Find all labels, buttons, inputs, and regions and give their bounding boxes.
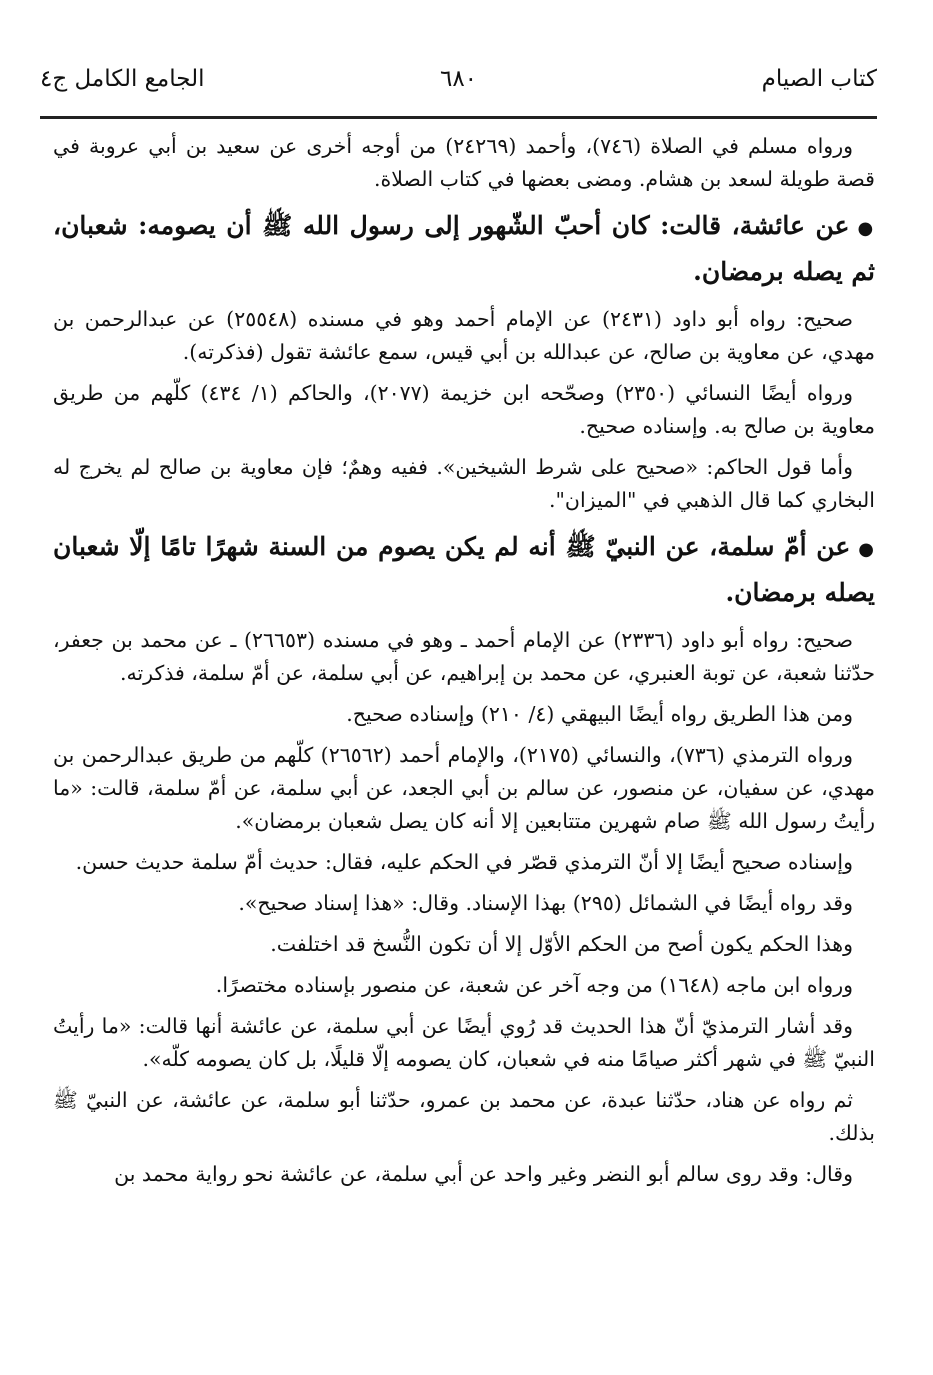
page-body [53,130,875,1199]
commentary-paragraph: صحيح: رواه أبو داود (٢٤٣١) عن الإمام أحمد وهو في مسنده (٢٥٥٤٨) عن عبدالرحمن بن مهدي، عن معاوية بن صالح، عن عبدالله بن أبي قيس، سمع عائشة تقول (فذكرته). [53,307,875,364]
page-number: ٦٨٠ [439,66,478,92]
bullet-icon: ● [858,539,875,560]
commentary-paragraph: ورواه ابن ماجه (١٦٤٨) من وجه آخر عن شعبة، عن منصور بإسناده مختصرًا. [215,973,853,997]
hadith-text [53,204,875,293]
commentary-paragraph: ثم رواه عن هناد، حدّثنا عبدة، عن محمد بن عمرو، حدّثنا أبو سلمة، عن عائشة، عن النبيّ ﷺ بذلك. [53,1088,875,1145]
header-rule [40,116,877,119]
volume-title: الجامع الكامل ج٤ [40,66,205,92]
commentary-paragraph: وقد رواه أيضًا في الشمائل (٢٩٥) بهذا الإسناد. وقال: «هذا إسناد صحيح». [238,891,853,915]
hadith-content: عن أمّ سلمة، عن النبيّ ﷺ أنه لم يكن يصوم من السنة شهرًا تامًا إلّا شعبان يصله برمضان. [53,532,875,607]
commentary-paragraph: ورواه مسلم في الصلاة (٧٤٦)، وأحمد (٢٤٢٦٩) من أوجه أخرى عن سعيد بن أبي عروبة في قصة طويلة لسعد بن هشام. ومضى بعضها في كتاب الصلاة. [53,134,875,191]
commentary-paragraph: وقد أشار الترمذيّ أنّ هذا الحديث قد رُوي أيضًا عن أبي سلمة، عن عائشة أنها قالت: «ما رأيتُ النبيّ ﷺ في شهر أكثر صيامًا منه في شعبان، كان يصومه إلّا قليلًا، بل كان يصومه كلّه». [53,1014,875,1071]
hadith-text [53,525,875,614]
page-header [40,66,877,108]
commentary-paragraph: وهذا الحكم يكون أصح من الحكم الأوّل إلا أن تكون النُّسخ قد اختلفت. [270,932,853,956]
commentary-paragraph: وقال: وقد روى سالم أبو النضر وغير واحد عن أبي سلمة، عن عائشة نحو رواية محمد بن [114,1162,853,1186]
commentary-paragraph: وإسناده صحيح أيضًا إلا أنّ الترمذي قصّر في الحكم عليه، فقال: حديث أمّ سلمة حديث حسن. [75,850,853,874]
commentary-paragraph: ورواه أيضًا النسائي (٢٣٥٠) وصحّحه ابن خزيمة (٢٠٧٧)، والحاكم (١/ ٤٣٤) كلّهم من طريق معاوية بن صالح به. وإسناده صحيح. [53,381,875,438]
bullet-icon: ● [857,218,875,239]
hadith-content: عن عائشة، قالت: كان أحبّ الشّهور إلى رسول الله ﷺ أن يصومه: شعبان، ثم يصله برمضان. [53,211,875,286]
commentary-paragraph: وأما قول الحاكم: «صحيح على شرط الشيخين». ففيه وهمٌ؛ فإن معاوية بن صالح لم يخرج له البخاري كما قال الذهبي في "الميزان". [53,455,875,512]
chapter-title: كتاب الصيام [761,66,877,92]
commentary-paragraph: ومن هذا الطريق رواه أيضًا البيهقي (٤/ ٢١٠) وإسناده صحيح. [346,702,853,726]
commentary-paragraph: ورواه الترمذي (٧٣٦)، والنسائي (٢١٧٥)، والإمام أحمد (٢٦٥٦٢) كلّهم من طريق عبدالرحمن بن مهدي، عن سفيان، عن منصور، عن سالم بن أبي الجعد، عن أبي سلمة، عن أمّ سلمة، قالت: «ما رأيتُ رسول الله ﷺ صام شهرين متتابعين إلا أنه كان يصل شعبان برمضان». [53,743,875,833]
commentary-paragraph: صحيح: رواه أبو داود (٢٣٣٦) عن الإمام أحمد ـ وهو في مسنده (٢٦٦٥٣) ـ عن محمد بن جعفر، حدّثنا شعبة، عن توبة العنبري، عن محمد بن إبراهيم، عن أبي سلمة، عن أمّ سلمة، فذكرته. [53,628,875,685]
